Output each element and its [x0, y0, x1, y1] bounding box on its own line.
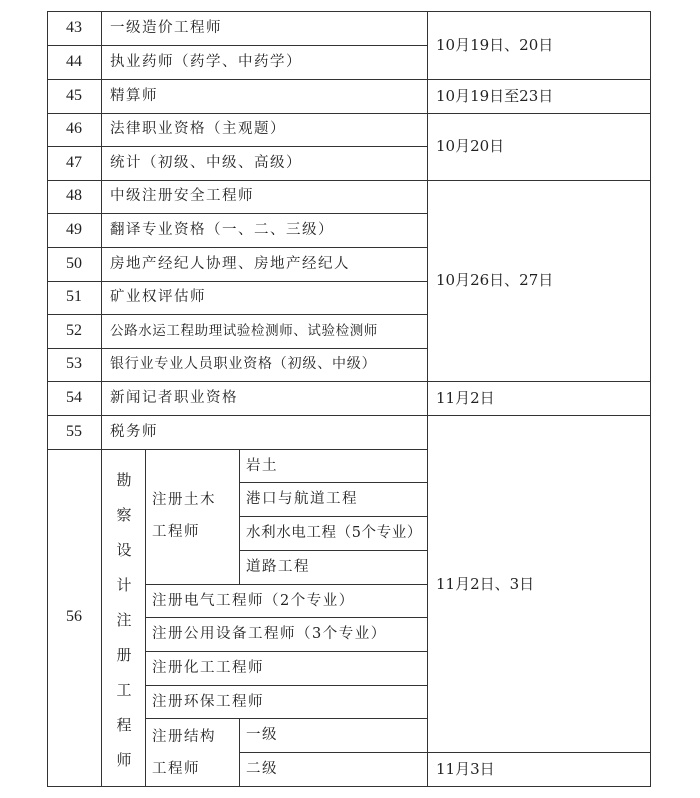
- electrical-engineer: 注册电气工程师（2个专业）: [152, 593, 355, 609]
- row-divider: [145, 685, 427, 686]
- row-number: 49: [66, 221, 82, 238]
- row-divider: [145, 617, 427, 618]
- civil-engineer-label: 注册土木: [152, 492, 216, 508]
- exam-date: 10月26日、27日: [436, 271, 554, 289]
- row-number: 55: [66, 423, 82, 440]
- structural-level: 二级: [246, 761, 278, 777]
- table-border-bottom: [47, 786, 651, 787]
- row-divider: [47, 247, 427, 248]
- column-divider: [145, 449, 146, 787]
- civil-subitem: 道路工程: [246, 559, 310, 575]
- column-divider: [239, 449, 240, 584]
- qualification-name: 矿业权评估师: [110, 289, 206, 305]
- exam-date: 10月20日: [436, 137, 505, 155]
- column-divider: [101, 11, 102, 787]
- row-divider: [145, 584, 427, 585]
- category-char: 工: [116, 681, 132, 699]
- qualification-name: 中级注册安全工程师: [110, 188, 254, 204]
- qualification-name: 法律职业资格（主观题）: [110, 121, 286, 137]
- exam-date: 11月2日: [436, 389, 495, 407]
- civil-subitem: 水利水电工程（5个专业）: [246, 525, 422, 541]
- category-char: 勘: [116, 471, 132, 489]
- category-char: 察: [116, 506, 132, 524]
- civil-engineer-label: 工程师: [152, 524, 200, 540]
- row-divider: [47, 146, 427, 147]
- row-divider: [47, 213, 427, 214]
- row-number: 44: [66, 53, 82, 70]
- environmental-engineer: 注册环保工程师: [152, 694, 264, 710]
- row-divider: [239, 752, 651, 753]
- table-border-top: [47, 11, 651, 12]
- row-divider: [239, 482, 427, 483]
- category-char: 程: [116, 716, 132, 734]
- qualification-name: 公路水运工程助理试验检测师、试验检测师: [110, 323, 378, 339]
- qualification-name: 房地产经纪人协理、房地产经纪人: [110, 256, 350, 272]
- utility-engineer: 注册公用设备工程师（3个专业）: [152, 626, 387, 642]
- qualification-name: 翻译专业资格（一、二、三级）: [110, 222, 334, 238]
- row-divider: [47, 381, 651, 382]
- row-number: 53: [66, 355, 82, 372]
- row-divider: [47, 314, 427, 315]
- category-char: 册: [116, 646, 132, 664]
- qualification-name: 税务师: [110, 424, 158, 440]
- row-divider: [47, 449, 427, 450]
- row-divider: [145, 651, 427, 652]
- structural-engineer-label: 注册结构: [152, 729, 216, 745]
- row-number: 47: [66, 154, 82, 171]
- qualification-name: 统计（初级、中级、高级）: [110, 155, 302, 171]
- row-number: 43: [66, 19, 82, 36]
- row-divider: [239, 516, 427, 517]
- category-vertical-label: [105, 470, 143, 770]
- row-divider: [47, 180, 651, 181]
- category-char: 师: [116, 751, 132, 769]
- exam-date: 10月19日至23日: [436, 87, 554, 105]
- row-number: 50: [66, 255, 82, 272]
- row-number: 46: [66, 120, 82, 137]
- civil-subitem: 港口与航道工程: [246, 491, 358, 507]
- row-divider: [47, 281, 427, 282]
- row-number: 51: [66, 288, 82, 305]
- category-char: 计: [116, 576, 132, 594]
- chemical-engineer: 注册化工工程师: [152, 660, 264, 676]
- row-divider: [47, 113, 651, 114]
- structural-engineer-label: 工程师: [152, 761, 200, 777]
- qualification-name: 一级造价工程师: [110, 20, 222, 36]
- row-divider: [47, 79, 651, 80]
- column-divider: [239, 718, 240, 787]
- table-border-right: [650, 11, 651, 787]
- row-divider: [145, 718, 427, 719]
- row-divider: [239, 550, 427, 551]
- civil-subitem: 岩土: [246, 458, 278, 474]
- row-number: 45: [66, 87, 82, 104]
- row-divider: [47, 348, 427, 349]
- row-divider: [47, 415, 651, 416]
- row-number: 52: [66, 322, 82, 339]
- exam-date: 11月2日、3日: [436, 575, 535, 593]
- structural-level: 一级: [246, 727, 278, 743]
- column-divider: [427, 11, 428, 787]
- qualification-name: 银行业专业人员职业资格（初级、中级）: [110, 356, 377, 372]
- category-char: 设: [116, 541, 132, 559]
- exam-date: 10月19日、20日: [436, 36, 554, 54]
- row-number: 48: [66, 187, 82, 204]
- qualification-name: 新闻记者职业资格: [110, 390, 238, 406]
- category-char: 注: [116, 611, 132, 629]
- row-number: 54: [66, 389, 82, 406]
- exam-date: 11月3日: [436, 760, 495, 778]
- row-number: 56: [66, 608, 82, 625]
- row-divider: [47, 45, 427, 46]
- qualification-name: 执业药师（药学、中药学）: [110, 54, 302, 70]
- qualification-name: 精算师: [110, 88, 158, 104]
